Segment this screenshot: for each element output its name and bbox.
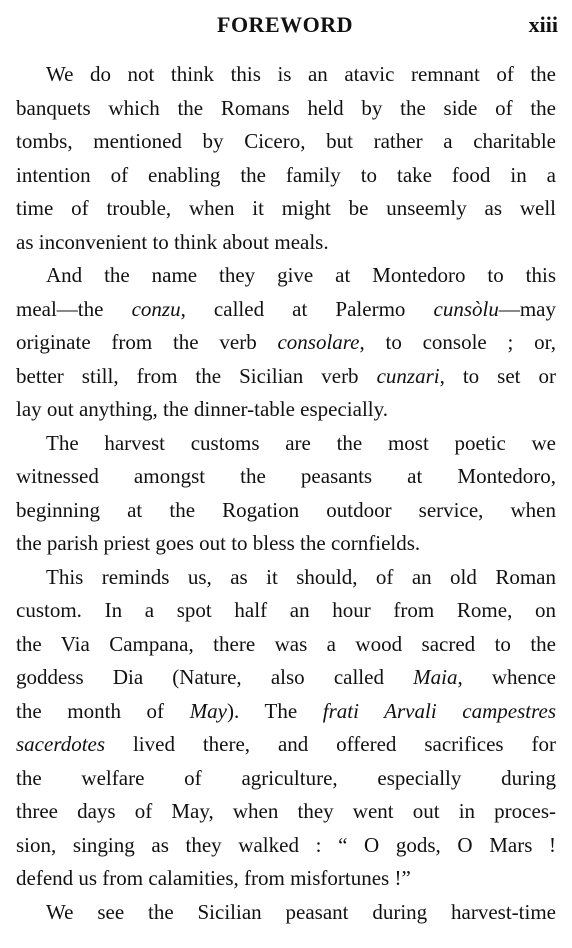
- text-line: the parish priest goes out to bless the cornfields.: [16, 531, 421, 555]
- text-line: sacerdotes lived there, and offered sacrifices for: [16, 732, 556, 756]
- text-line: The harvest customs are the most poetic we: [46, 430, 556, 455]
- text-line: tombs, mentioned by Cicero, but rather a charitable: [16, 129, 556, 153]
- chapter-title: FOREWORD: [217, 12, 353, 37]
- text-line: originate from the verb consolare, to console ; or,: [16, 330, 556, 354]
- text-line: time of trouble, when it might be unseemly as well: [16, 196, 556, 220]
- text-line: meal—the conzu, called at Palermo cunsòlu—may: [16, 296, 556, 321]
- text-line: banquets which the Romans held by the side of the: [16, 95, 556, 120]
- text-line: as inconvenient to think about meals.: [16, 229, 329, 254]
- text-line: sion, singing as they walked : “ O gods, O Mars !: [16, 832, 556, 857]
- text-line: beginning at the Rogation outdoor service, when: [16, 497, 556, 522]
- text-line: We see the Sicilian peasant during harvest-time: [46, 899, 556, 924]
- page-number: xiii: [528, 12, 558, 37]
- text-line: witnessed amongst the peasants at Montedoro,: [16, 464, 556, 488]
- text-line: And the name they give at Montedoro to this: [46, 263, 556, 287]
- text-line: the month of May). The frati Arvali campestres: [16, 698, 556, 723]
- text-line: the welfare of agriculture, especially during: [16, 765, 556, 790]
- text-line: defend us from calamities, from misfortunes !”: [16, 866, 411, 890]
- text-line: custom. In a spot half an hour from Rome, on: [16, 598, 556, 622]
- text-line: This reminds us, as it should, of an old Roman: [46, 564, 556, 589]
- text-line: better still, from the Sicilian verb cunzari, to set or: [16, 363, 557, 388]
- running-header: [12, 12, 558, 42]
- text-line: three days of May, when they went out in proces-: [16, 799, 556, 823]
- body-text: [16, 58, 556, 929]
- text-line: We do not think this is an atavic remnant of the: [46, 62, 556, 86]
- text-line: lay out anything, the dinner-table especially.: [16, 397, 389, 421]
- text-line: goddess Dia (Nature, also called Maia, whence: [16, 665, 556, 689]
- text-line: the Via Campana, there was a wood sacred to the: [16, 631, 556, 656]
- text-line: intention of enabling the family to take food in a: [16, 162, 556, 187]
